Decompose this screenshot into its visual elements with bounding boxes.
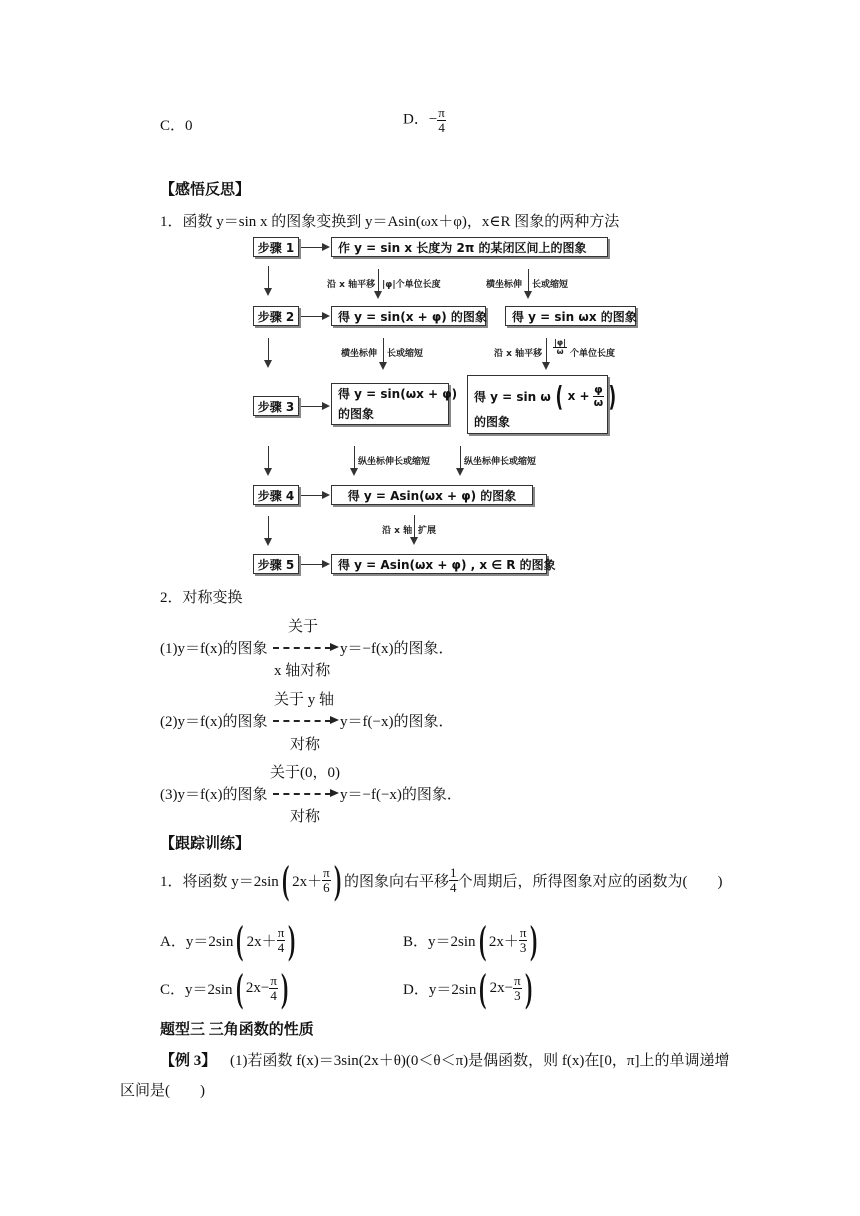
example3-text: (1)若函数 f(x)＝3sin(2x＋θ)(0＜θ＜π)是偶函数，则 f(x)在[0，π]上的单调递增 xyxy=(230,1053,730,1069)
step-4-box: 步骤 4 xyxy=(253,485,299,505)
step-5-box: 步骤 5 xyxy=(253,554,299,574)
fraction: $\frac{\pi}{3}$ xyxy=(514,972,521,1003)
label-f: 纵坐标伸长或缩短 xyxy=(464,457,537,467)
option-d-training: D．y＝2sin ( 2x− $\frac{\pi}{3}$ ) xyxy=(403,965,533,1010)
symmetry-title: 2．对称变换 xyxy=(160,590,243,606)
sym1-arrow xyxy=(273,647,331,649)
label-c-left: 横坐标伸 xyxy=(341,349,378,359)
label-g-right: 扩展 xyxy=(418,526,437,536)
fraction: $\frac{\pi}{4}$ xyxy=(270,972,277,1003)
label-d-left: 沿 x 轴平移 xyxy=(494,349,543,359)
box-4: 得 y = Asin(ωx + φ) 的图象 xyxy=(331,485,533,505)
sym3-arrow xyxy=(273,793,331,795)
q1-suffix: 个周期后，所得图象对应的函数为( ) xyxy=(457,873,723,890)
option-b: B．y＝2sin ( 2x＋ $\frac{\pi}{3}$ ) xyxy=(403,917,538,962)
label-e: 纵坐标伸长或缩短 xyxy=(358,457,431,467)
box-3a xyxy=(331,383,458,425)
option-c: C．0 xyxy=(160,118,193,134)
box-1: 作 y = sin x 长度为 2π 的某闭区间上的图象 xyxy=(331,237,608,257)
sym2-top: 关于 y 轴 xyxy=(274,692,335,708)
label-a-right: |φ|个单位长度 xyxy=(382,280,441,290)
q1-period-fraction: $\frac{1}{4}$ xyxy=(450,864,457,895)
reflection-item-1: 1．函数 y＝sin x 的图象变换到 y＝Asin(ωx＋φ)，x∈R 图象的两种方法 xyxy=(160,214,620,230)
option-d-label: D．− xyxy=(403,111,438,128)
q1-paren-group: ( 2x＋ $\frac{\pi}{6}$ ) xyxy=(281,857,342,902)
option-d xyxy=(403,106,446,134)
q1-mid: 的图象向右平移 xyxy=(344,873,450,890)
sym2-right: y＝f(−x)的图象． xyxy=(340,714,454,730)
fraction: $\frac{\pi}{3}$ xyxy=(519,924,527,955)
sym3-right: y＝−f(−x)的图象． xyxy=(340,787,462,803)
training-heading: 【跟踪训练】 xyxy=(160,836,251,852)
sym1-right: y＝−f(x)的图象． xyxy=(340,641,454,657)
reflection-heading: 【感悟反思】 xyxy=(160,182,251,198)
step-3-box: 步骤 3 xyxy=(253,396,299,416)
sym2-bottom: 对称 xyxy=(290,737,321,753)
example3-line1 xyxy=(160,1049,729,1070)
fraction: $\frac{\pi}{4}$ xyxy=(438,105,445,135)
label-d-right: 个单位长度 xyxy=(570,349,616,359)
sym1-bottom: x 轴对称 xyxy=(274,663,331,679)
sym2-arrow xyxy=(273,720,331,722)
training-q1 xyxy=(160,857,723,902)
label-c-right: 长或缩短 xyxy=(387,349,424,359)
option-c-training: C．y＝2sin ( 2x− $\frac{\pi}{4}$ ) xyxy=(160,965,289,1010)
sym1-left: (1)y＝f(x)的图象 xyxy=(160,641,268,657)
box-3b-x: x + xyxy=(567,389,590,403)
fraction: $\frac{\pi}{4}$ xyxy=(277,924,285,955)
option-a: A．y＝2sin ( 2x＋ $\frac{\pi}{4}$ ) xyxy=(160,917,296,962)
label-b-left: 横坐标伸 xyxy=(486,280,523,290)
fraction: $\frac{\pi}{6}$ xyxy=(323,864,330,895)
sym3-left: (3)y＝f(x)的图象 xyxy=(160,787,268,803)
label-a-left: 沿 x 轴平移 xyxy=(327,280,376,290)
step-1-box: 步骤 1 xyxy=(253,237,299,257)
box-3a-line2: 的图象 xyxy=(338,407,375,421)
sym1-top: 关于 xyxy=(288,619,319,635)
fraction: $\frac{\varphi}{\omega}$ xyxy=(593,382,604,409)
sym2-left: (2)y＝f(x)的图象 xyxy=(160,714,268,730)
box-3a-line1: 得 y = sin(ωx + φ) xyxy=(338,387,458,401)
box-3b-prefix: 得 y = sin ω xyxy=(474,389,551,404)
box-3b: 得 y = sin ω ( x + $\frac{\varphi}{\omega}$ ) 的图象 xyxy=(467,375,608,434)
step-2-box: 步骤 2 xyxy=(253,306,299,326)
q1-prefix: 1．将函数 y＝2sin xyxy=(160,873,279,890)
box-3b-line2: 的图象 xyxy=(474,414,511,429)
label-d-fraction: $\frac{|\varphi|}{\omega}$ xyxy=(554,338,567,357)
sym3-bottom: 对称 xyxy=(290,809,321,825)
label-g-left: 沿 x 轴 xyxy=(382,526,413,536)
example3-line2: 区间是( ) xyxy=(120,1083,205,1099)
example3-tag: 【例 3】 xyxy=(160,1053,217,1069)
box-2b: 得 y = sin ωx 的图象 xyxy=(505,306,636,326)
topic3-heading: 题型三 三角函数的性质 xyxy=(160,1022,314,1038)
sym3-top: 关于(0，0) xyxy=(270,765,340,781)
box-5: 得 y = Asin(ωx + φ) , x ∈ R 的图象 xyxy=(331,554,547,574)
box-2a: 得 y = sin(x + φ) 的图象 xyxy=(331,306,486,326)
label-b-right: 长或缩短 xyxy=(532,280,569,290)
